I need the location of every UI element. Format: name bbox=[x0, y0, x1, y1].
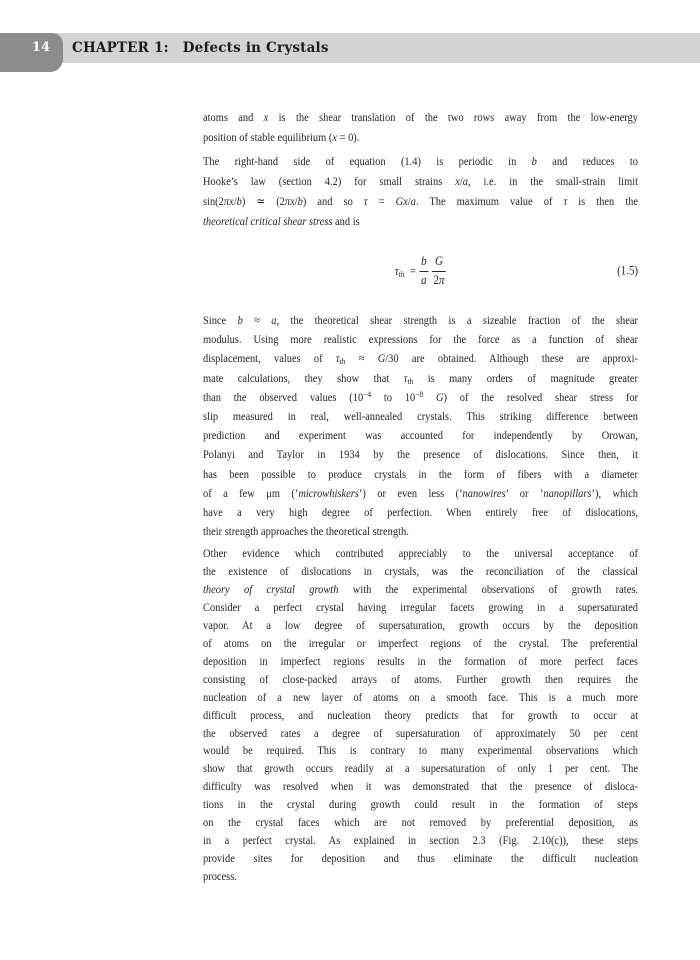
text-line: provide sites for deposition and thus eliminate the difficult nucleation bbox=[203, 850, 638, 865]
text-line: Other evidence which contributed appreciably to the universal acceptance of bbox=[203, 546, 638, 561]
chapter-title: Defects in Crystals bbox=[182, 40, 329, 56]
text-line: in a perfect crystal. As explained in section 2.3 (Fig. 2.10(c)), these steps bbox=[203, 832, 638, 847]
text-line: their strength approaches the theoretical strength. bbox=[203, 524, 409, 539]
fraction-g-over-2pi bbox=[432, 255, 446, 288]
text-line: atoms and x is the shear translation of the two rows away from the low-energy bbox=[203, 110, 638, 124]
fraction-denominator: 2π bbox=[433, 272, 445, 287]
fraction-numerator: G bbox=[432, 255, 446, 272]
text-line: modulus. Using more realistic expressions for the force as a function of shear bbox=[203, 332, 638, 347]
text-line: has been possible to produce crystals in the form of fibers with a diameter bbox=[203, 466, 638, 481]
text-line: on the crystal faces which are not removed by preferential deposition, as bbox=[203, 815, 638, 830]
equation bbox=[395, 255, 446, 288]
page-number-tab bbox=[0, 33, 63, 72]
text-line: of atoms on the irregular or imperfect regions of the crystal. The preferential bbox=[203, 635, 638, 650]
text-line: sin(2πx/b) ≃ (2πx/b) and so τ = Gx/a. The maximum value of τ is then the bbox=[203, 194, 639, 208]
text-line: Hooke’s law (section 4.2) for small strains x/a, i.e. in the small-strain limit bbox=[203, 174, 639, 188]
paragraph-1 bbox=[203, 107, 638, 147]
tau-symbol: τ bbox=[394, 263, 399, 278]
text-line: displacement, values of $\tau_{th} \approx G/30$ are obtained. Although these are approxi- bbox=[203, 351, 639, 367]
text-line: nucleation of a new layer of atoms on a smooth face. This is a much more bbox=[203, 689, 638, 704]
equals-sign: = bbox=[409, 263, 416, 278]
text-line: than the observed values ($10^{-4}$ to $10^{-8}$ G) of the resolved shear stress for bbox=[203, 388, 639, 404]
text-line: would be required. This is contrary to many experimental observations which bbox=[203, 743, 638, 758]
text-line: Polanyi and Taylor in 1934 by the presence of dislocations. Since then, it bbox=[203, 447, 638, 462]
text-line: deposition in imperfect regions results in the formation of more perfect faces bbox=[203, 653, 638, 668]
fraction-denominator: a bbox=[421, 272, 427, 287]
text-line: process. bbox=[203, 868, 237, 883]
text-line: prediction and experiment was accounted for independently by Orowan, bbox=[203, 428, 638, 443]
text-line: consisting of close-packed arrays of atoms. Further growth then requires the bbox=[203, 671, 638, 686]
text-line: mate calculations, they show that $\tau_{th}$ is many orders of magnitude greater bbox=[203, 370, 638, 386]
text-line: the observed rates a degree of supersaturation of approximately 50 per cent bbox=[203, 725, 638, 740]
chapter-label: CHAPTER 1: bbox=[72, 40, 169, 56]
paragraph-2 bbox=[203, 151, 638, 231]
text-line: Since b ≈ a, the theoretical shear strength is a sizeable fraction of the shear bbox=[203, 313, 638, 327]
equation-lhs bbox=[395, 264, 405, 279]
equation-block bbox=[203, 231, 638, 311]
paragraph-4 bbox=[203, 545, 638, 885]
text-line: tions in the crystal during growth could result in the formation of steps bbox=[203, 797, 638, 812]
text-line: show that growth occurs readily at a supersaturation of only 1 per cent. The bbox=[203, 761, 638, 776]
chapter-heading bbox=[72, 40, 329, 56]
page-number: 14 bbox=[31, 40, 50, 55]
tau-subscript: th bbox=[398, 268, 405, 279]
text-line: difficulty was resolved when it was demonstrated that the presence of disloca- bbox=[203, 779, 638, 794]
text-line: The right-hand side of equation (1.4) is periodic in b and reduces to bbox=[203, 154, 638, 168]
text-line: the existence of dislocations in crystals, was the reconciliation of the classical bbox=[203, 564, 638, 579]
paragraph-3 bbox=[203, 311, 638, 541]
text-line: position of stable equilibrium (x = 0). bbox=[203, 130, 360, 144]
fraction-b-over-a bbox=[419, 255, 428, 288]
chapter-header-bar bbox=[0, 33, 700, 63]
equation-number: (1.5) bbox=[617, 263, 638, 278]
text-line: difficult process, and nucleation theory predicts that for growth to occur at bbox=[203, 707, 638, 722]
content-column bbox=[203, 107, 638, 886]
text-line: of a few μm (’microwhiskers’) or even less (’nanowires’ or ’nanopillars’), which bbox=[203, 485, 638, 500]
text-line: slip measured in real, well-annealed crystals. This striking difference between bbox=[203, 409, 638, 424]
text-line: have a very high degree of perfection. When entirely free of dislocations, bbox=[203, 505, 638, 520]
text-line: theory of crystal growth with the experimental observations of growth rates. bbox=[203, 582, 638, 597]
fraction-numerator: b bbox=[419, 255, 428, 272]
text-line: Consider a perfect crystal having irregular facets growing in a supersaturated bbox=[203, 600, 638, 615]
text-line: theoretical critical shear stress and is bbox=[203, 214, 360, 228]
text-line: vapor. At a low degree of supersaturation, growth occurs by the deposition bbox=[203, 618, 638, 633]
